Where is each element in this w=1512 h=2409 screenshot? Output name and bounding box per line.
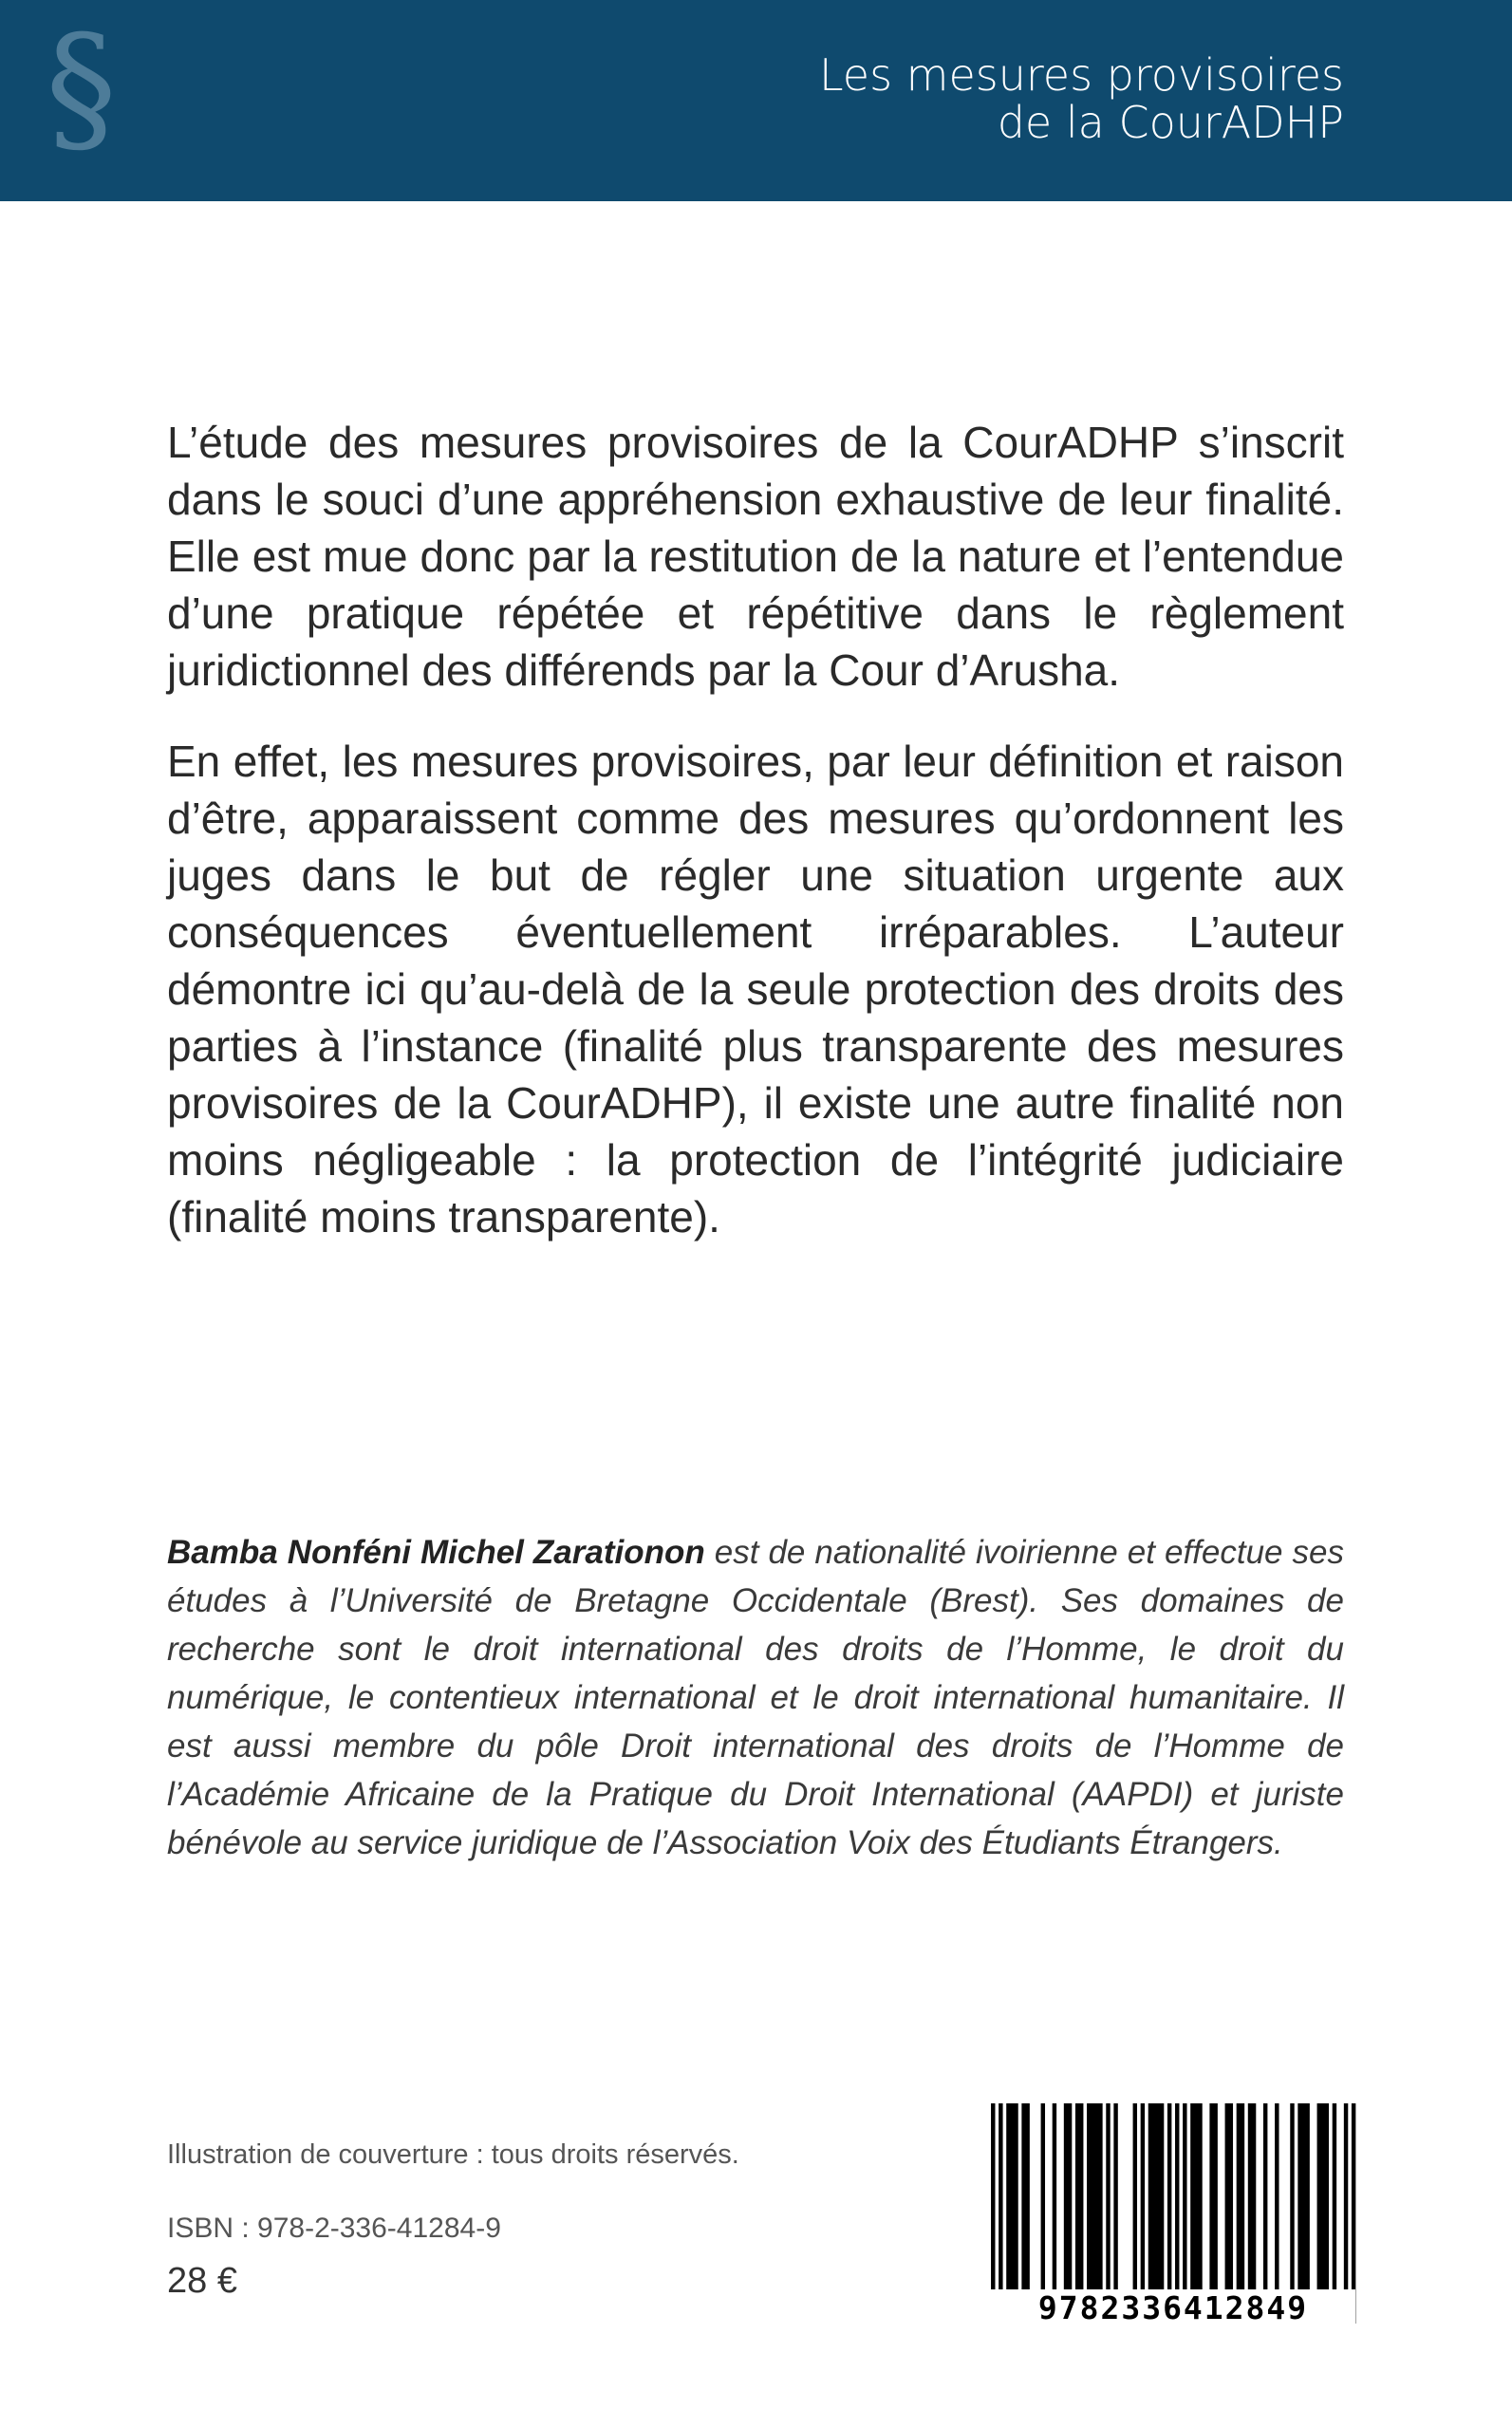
barcode-bar bbox=[1333, 2103, 1336, 2293]
barcode-bar bbox=[1094, 2103, 1098, 2293]
barcode-bar bbox=[1248, 2103, 1252, 2293]
barcode-bar bbox=[1064, 2103, 1068, 2293]
barcode-bar bbox=[1263, 2103, 1267, 2293]
barcode-bar bbox=[1275, 2103, 1279, 2293]
header-band bbox=[0, 0, 1512, 201]
barcode-bar bbox=[1141, 2103, 1145, 2293]
book-title-line-1: Les mesures provisoires bbox=[818, 49, 1344, 101]
back-cover-blurb bbox=[167, 414, 1344, 1279]
barcode-bar bbox=[1098, 2103, 1102, 2293]
book-title-line-2: de la CourADHP bbox=[997, 97, 1344, 148]
barcode-bar bbox=[1190, 2103, 1194, 2293]
barcode-bar bbox=[1297, 2103, 1301, 2293]
barcode-bar bbox=[1041, 2103, 1045, 2293]
barcode-bar bbox=[1301, 2103, 1305, 2293]
barcode-bar bbox=[1152, 2103, 1156, 2293]
barcode-bar bbox=[1252, 2103, 1256, 2293]
price: 28 € bbox=[167, 2261, 237, 2301]
barcode-bar bbox=[1305, 2103, 1309, 2293]
author-bio bbox=[167, 1528, 1344, 1867]
barcode-bar bbox=[1106, 2103, 1110, 2293]
blurb-paragraph-1: L’étude des mesures provisoires de la CourADHP s’inscrit dans le souci d’une appréhension exhaustive de leur finalité. Elle est mue donc par la restitution de la nature et l’entendue d’une pratique répétée et répétitive dans le règlement juridictionnel des différends par la Cour d’Arusha. bbox=[167, 418, 1344, 695]
barcode-bar bbox=[1079, 2103, 1083, 2293]
barcode-bar bbox=[1025, 2103, 1029, 2293]
barcode-bar bbox=[1148, 2103, 1152, 2293]
barcode-bar bbox=[1317, 2103, 1321, 2293]
barcode-bar bbox=[1156, 2103, 1160, 2293]
barcode-bar bbox=[1010, 2103, 1014, 2293]
barcode-digits: 9782336412849 bbox=[991, 2289, 1355, 2327]
barcode-bar bbox=[1325, 2103, 1329, 2293]
barcode-bar bbox=[1075, 2103, 1079, 2293]
barcode-bar bbox=[1113, 2103, 1117, 2293]
barcode-bar bbox=[1133, 2103, 1137, 2293]
barcode bbox=[987, 2103, 1359, 2327]
author-bio-text: est de nationalité ivoirienne et effectue ses études à l’Université de Bretagne Occidentale (Brest). Ses domaines de recherche sont le droit international des droits de l’Homme, le droit du numérique, le contentieux international et le droit international humanitaire. Il est aussi membre du pôle Droit international des droits de l’Homme de l’Académie Africaine de la Pratique du Droit International (AAPDI) et juriste bénévole au service juridique de l’Association Voix des Étudiants Étrangers. bbox=[167, 1534, 1344, 1861]
section-sign-icon: § bbox=[46, 6, 117, 171]
blurb-paragraph-2: En effet, les mesures provisoires, par leur définition et raison d’être, apparaissent comme des mesures qu’ordonnent les juges dans le but de régler une situation urgente aux conséquences éventuellement irréparables. L’auteur démontre ici qu’au-delà de la seule protection des droits des parties à l’instance (finalité plus transparente des mesures provisoires de la CourADHP), il existe une autre finalité non moins négligeable : la protection de l’intégrité judiciaire (finalité moins transparente). bbox=[167, 737, 1344, 1242]
barcode-bar bbox=[1194, 2103, 1198, 2293]
barcode-bar bbox=[1014, 2103, 1017, 2293]
barcode-bar bbox=[1241, 2103, 1244, 2293]
barcode-bar bbox=[1213, 2103, 1217, 2293]
barcode-bar bbox=[1290, 2103, 1294, 2293]
cover-illustration-credit: Illustration de couverture : tous droits réservés. bbox=[167, 2139, 739, 2170]
barcode-bar bbox=[1229, 2103, 1233, 2293]
barcode-bar bbox=[1006, 2103, 1010, 2293]
barcode-bar bbox=[1160, 2103, 1164, 2293]
barcode-bar bbox=[1209, 2103, 1213, 2293]
barcode-bar bbox=[1321, 2103, 1325, 2293]
barcode-bar bbox=[1053, 2103, 1056, 2293]
book-title bbox=[819, 51, 1344, 146]
barcode-bar bbox=[1021, 2103, 1025, 2293]
barcode-bar bbox=[1091, 2103, 1094, 2293]
barcode-bar bbox=[1183, 2103, 1186, 2293]
isbn: ISBN : 978-2-336-41284-9 bbox=[167, 2213, 501, 2244]
barcode-bar bbox=[1198, 2103, 1202, 2293]
barcode-bar bbox=[1068, 2103, 1072, 2293]
barcode-bar bbox=[1225, 2103, 1229, 2293]
author-name: Bamba Nonféni Michel Zarationon bbox=[167, 1534, 705, 1571]
barcode-bar bbox=[1237, 2103, 1241, 2293]
barcode-bar bbox=[1087, 2103, 1091, 2293]
